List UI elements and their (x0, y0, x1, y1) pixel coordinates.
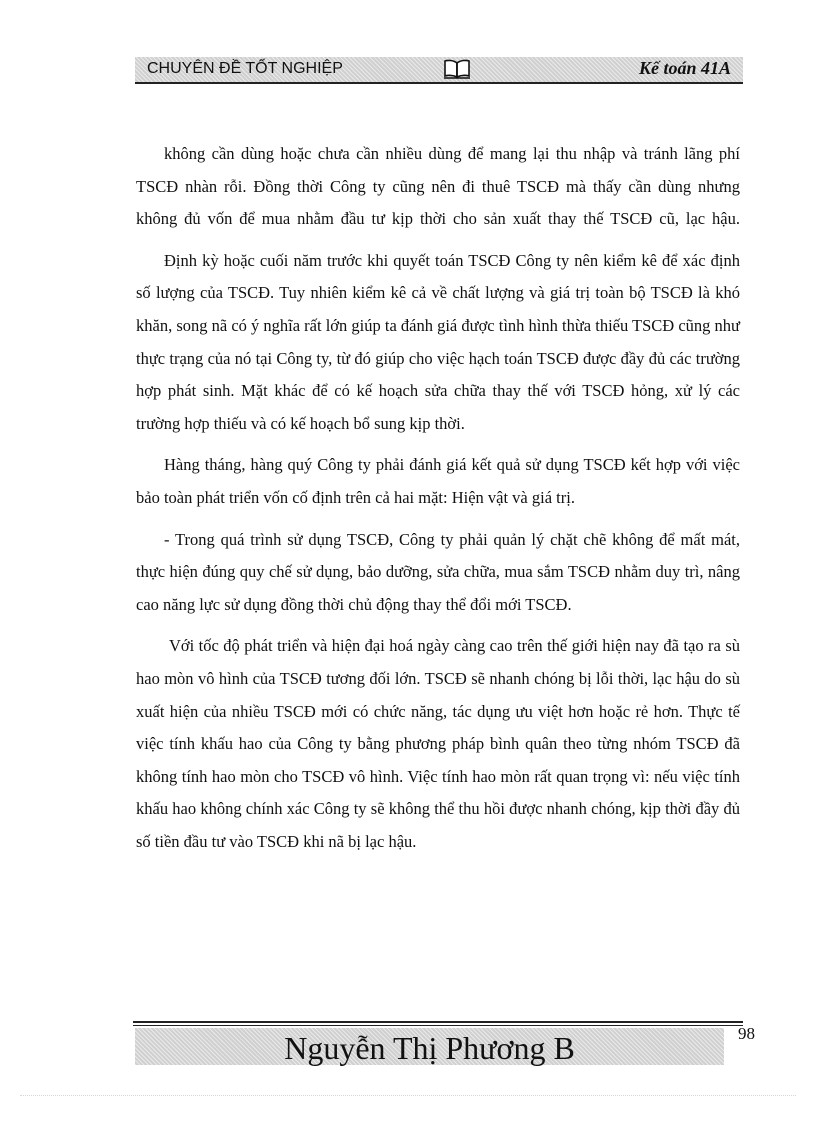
footer-author-name: Nguyễn Thị Phương B (135, 1028, 724, 1065)
document-body (136, 138, 740, 867)
footer-rule-thick (133, 1021, 743, 1023)
footer-rule-thin (133, 1025, 743, 1026)
page-number: 98 (738, 1024, 755, 1043)
page-bottom-dotted-line (20, 1095, 796, 1096)
header-class-label: Kế toán 41A (638, 58, 731, 78)
paragraph: Định kỳ hoặc cuối năm trước khi quyết toán TSCĐ Công ty nên kiểm kê để xác định số lượng của TSCĐ. Tuy nhiên kiểm kê cả về chất lượng và giá trị toàn bộ TSCĐ là khó khăn, song nã có ý nghĩa rất lớn giúp ta đánh giá được tình hình thừa thiếu TSCĐ cũng như thực trạng của nó tại Công ty, từ đó giúp cho việc hạch toán TSCĐ được đầy đủ các trường hợp phát sinh. Mặt khác để có kế hoạch sửa chữa thay thế với TSCĐ hỏng, xử lý các trường hợp thiếu và có kế hoạch bổ sung kịp thời. (136, 250, 740, 433)
paragraph: Với tốc độ phát triển và hiện đại hoá ngày càng cao trên thế giới hiện nay đã tạo ra sù hao mòn vô hình của TSCĐ tương đối lớn. TSCĐ sẽ nhanh chóng bị lỗi thời, lạc hậu do sù xuất hiện của nhiều TSCĐ mới có chức năng, tác dụng ưu việt hơn hoặc rẻ hơn. Thực tế việc tính khấu hao của Công ty bằng phương pháp bình quân theo từng nhóm TSCĐ đã không tính hao mòn cho TSCĐ vô hình. Việc tính hao mòn rất quan trọng vì: nếu việc tính khấu hao không chính xác Công ty sẽ không thể thu hồi được nhanh chóng, kịp thời đầy đủ số tiền đầu tư vào TSCĐ khi nã bị lạc hậu. (136, 636, 740, 851)
open-book-icon (443, 59, 471, 79)
page-header (135, 57, 743, 84)
paragraph: Hàng tháng, hàng quý Công ty phải đánh giá kết quả sử dụng TSCĐ kết hợp với việc bảo toàn phát triển vốn cố định trên cả hai mặt: Hiện vật và giá trị. (136, 455, 740, 507)
header-title: CHUYÊN ĐỀ TỐT NGHIỆP (147, 60, 343, 77)
paragraph: - Trong quá trình sử dụng TSCĐ, Công ty phải quản lý chặt chẽ không để mất mát, thực hiện đúng quy chế sử dụng, bảo dưỡng, sửa chữa, mua sắm TSCĐ nhằm duy trì, nâng cao năng lực sử dụng đồng thời chủ động thay thể đổi mới TSCĐ. (136, 529, 740, 614)
paragraph: không cần dùng hoặc chưa cần nhiều dùng để mang lại thu nhập và tránh lãng phí TSCĐ nhàn rỗi. Đồng thời Công ty cũng nên đi thuê TSCĐ mà thấy cần dùng nhưng không đủ vốn để mua nhằm đầu tư kịp thời cho sản xuất thay thế TSCĐ cũ, lạc hậu. (136, 144, 740, 229)
